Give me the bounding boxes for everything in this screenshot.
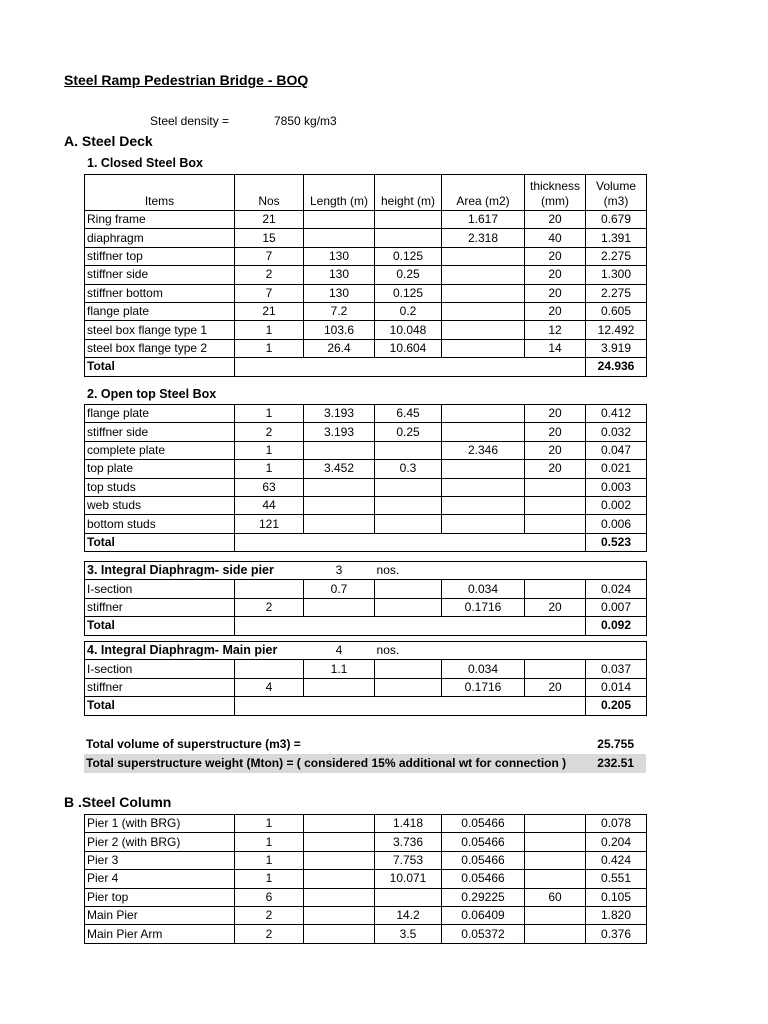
table-row	[85, 339, 647, 357]
cell-nos: 1	[235, 405, 304, 423]
cell-area	[442, 423, 525, 441]
section-b-title: B .Steel Column	[64, 794, 172, 810]
table-row	[85, 598, 647, 616]
open-top-steel-box-table	[84, 404, 647, 552]
header-thickness: thickness (mm)	[525, 175, 586, 211]
cell-length	[304, 888, 375, 906]
table-row	[85, 888, 647, 906]
table-row	[85, 660, 647, 678]
cell-height: 0.25	[375, 266, 442, 284]
cell-thickness	[525, 580, 586, 598]
cell-height: 0.125	[375, 247, 442, 265]
table-row	[85, 423, 647, 441]
cell-volume: 0.014	[586, 678, 647, 696]
cell-length: 0.7	[304, 580, 375, 598]
table-row	[85, 496, 647, 514]
cell-item: Main Pier Arm	[85, 925, 235, 943]
box4-count: 4	[304, 642, 375, 660]
table-row	[85, 515, 647, 533]
cell-thickness	[525, 815, 586, 833]
cell-length	[304, 851, 375, 869]
total-label: Total	[85, 533, 235, 551]
box3-count: 3	[304, 562, 375, 580]
cell-volume: 2.275	[586, 247, 647, 265]
cell-length: 130	[304, 247, 375, 265]
cell-length	[304, 211, 375, 229]
header-volume: Volume (m3)	[586, 175, 647, 211]
page-title: Steel Ramp Pedestrian Bridge - BOQ	[64, 72, 309, 88]
box1-title: 1. Closed Steel Box	[87, 156, 204, 170]
cell-thickness: 20	[525, 302, 586, 320]
cell-nos: 2	[235, 906, 304, 924]
table-row	[85, 906, 647, 924]
cell-height: 0.25	[375, 423, 442, 441]
box4-unit: nos.	[375, 642, 647, 660]
cell-volume: 0.605	[586, 302, 647, 320]
cell-volume: 1.300	[586, 266, 647, 284]
total-spacer	[235, 697, 586, 715]
cell-area	[442, 284, 525, 302]
cell-thickness	[525, 925, 586, 943]
density-value: 7850 kg/m3	[274, 114, 337, 128]
cell-volume: 12.492	[586, 321, 647, 339]
cell-thickness	[525, 496, 586, 514]
cell-height	[375, 478, 442, 496]
cell-volume: 0.037	[586, 660, 647, 678]
cell-length: 3.193	[304, 423, 375, 441]
header-height: height (m)	[375, 175, 442, 211]
cell-item: stiffner	[85, 678, 235, 696]
cell-thickness: 20	[525, 460, 586, 478]
cell-item: web studs	[85, 496, 235, 514]
cell-area: 0.034	[442, 660, 525, 678]
cell-thickness: 20	[525, 598, 586, 616]
cell-height: 0.2	[375, 302, 442, 320]
cell-area: 2.318	[442, 229, 525, 247]
cell-nos	[235, 580, 304, 598]
closed-steel-box-table	[84, 174, 647, 377]
cell-item: top plate	[85, 460, 235, 478]
cell-nos: 21	[235, 211, 304, 229]
box3-title-row	[85, 562, 647, 580]
total-value: 0.092	[586, 617, 647, 635]
density-label: Steel density =	[150, 114, 230, 128]
cell-item: stiffner top	[85, 247, 235, 265]
main-pier-diaphragm-table	[84, 641, 647, 716]
cell-volume: 2.275	[586, 284, 647, 302]
cell-volume: 0.003	[586, 478, 647, 496]
cell-volume: 0.007	[586, 598, 647, 616]
cell-length: 1.1	[304, 660, 375, 678]
cell-thickness: 20	[525, 284, 586, 302]
cell-nos: 4	[235, 678, 304, 696]
cell-nos: 63	[235, 478, 304, 496]
cell-area	[442, 515, 525, 533]
cell-volume: 0.002	[586, 496, 647, 514]
cell-nos: 7	[235, 247, 304, 265]
cell-nos: 1	[235, 870, 304, 888]
cell-thickness: 20	[525, 266, 586, 284]
total-row	[85, 697, 647, 715]
cell-nos: 1	[235, 339, 304, 357]
table-row	[85, 441, 647, 459]
cell-area: 0.05466	[442, 851, 525, 869]
cell-volume: 1.820	[586, 906, 647, 924]
header-nos: Nos	[235, 175, 304, 211]
cell-height	[375, 660, 442, 678]
cell-height	[375, 496, 442, 514]
cell-thickness	[525, 851, 586, 869]
cell-height	[375, 229, 442, 247]
cell-thickness: 20	[525, 441, 586, 459]
table-row	[85, 302, 647, 320]
total-value: 0.523	[586, 533, 647, 551]
cell-thickness: 40	[525, 229, 586, 247]
cell-nos: 2	[235, 266, 304, 284]
table-row	[85, 678, 647, 696]
table-row	[85, 833, 647, 851]
cell-volume: 0.105	[586, 888, 647, 906]
cell-length	[304, 515, 375, 533]
cell-nos: 6	[235, 888, 304, 906]
steel-column-table	[84, 814, 647, 944]
cell-nos: 1	[235, 815, 304, 833]
cell-length	[304, 478, 375, 496]
cell-thickness: 14	[525, 339, 586, 357]
cell-volume: 0.376	[586, 925, 647, 943]
cell-height: 10.071	[375, 870, 442, 888]
cell-length: 130	[304, 266, 375, 284]
cell-area: 0.05466	[442, 870, 525, 888]
cell-area: 0.05466	[442, 815, 525, 833]
cell-nos: 15	[235, 229, 304, 247]
cell-nos: 121	[235, 515, 304, 533]
cell-item: bottom studs	[85, 515, 235, 533]
cell-area: 2.346	[442, 441, 525, 459]
cell-area	[442, 496, 525, 514]
cell-height	[375, 888, 442, 906]
cell-thickness	[525, 870, 586, 888]
cell-area	[442, 339, 525, 357]
total-row	[85, 617, 647, 635]
cell-item: Pier 4	[85, 870, 235, 888]
cell-volume: 0.021	[586, 460, 647, 478]
cell-item: complete plate	[85, 441, 235, 459]
total-label: Total	[85, 358, 235, 376]
cell-nos: 7	[235, 284, 304, 302]
total-spacer	[235, 617, 586, 635]
total-value: 24.936	[586, 358, 647, 376]
cell-item: diaphragm	[85, 229, 235, 247]
table-row	[85, 405, 647, 423]
cell-item: steel box flange type 1	[85, 321, 235, 339]
box2-title: 2. Open top Steel Box	[87, 387, 217, 401]
cell-area	[442, 302, 525, 320]
cell-item: Pier top	[85, 888, 235, 906]
cell-item: top studs	[85, 478, 235, 496]
cell-length: 103.6	[304, 321, 375, 339]
cell-height	[375, 678, 442, 696]
cell-item: I-section	[85, 660, 235, 678]
table-row	[85, 815, 647, 833]
total-weight-label: Total superstructure weight (Mton) = ( considered 15% additional wt for connection )	[86, 756, 567, 770]
cell-thickness: 20	[525, 678, 586, 696]
cell-volume: 0.412	[586, 405, 647, 423]
cell-length	[304, 870, 375, 888]
table-row	[85, 247, 647, 265]
side-pier-diaphragm-table	[84, 561, 647, 636]
cell-area	[442, 478, 525, 496]
cell-item: stiffner bottom	[85, 284, 235, 302]
cell-nos: 1	[235, 460, 304, 478]
cell-area	[442, 321, 525, 339]
cell-volume: 0.679	[586, 211, 647, 229]
cell-item: Ring frame	[85, 211, 235, 229]
total-label: Total	[85, 617, 235, 635]
total-spacer	[235, 533, 586, 551]
cell-height: 6.45	[375, 405, 442, 423]
cell-height	[375, 211, 442, 229]
table-row	[85, 284, 647, 302]
cell-area	[442, 266, 525, 284]
cell-volume: 0.424	[586, 851, 647, 869]
cell-item: stiffner side	[85, 423, 235, 441]
cell-thickness: 60	[525, 888, 586, 906]
table-row	[85, 851, 647, 869]
cell-item: steel box flange type 2	[85, 339, 235, 357]
cell-area	[442, 460, 525, 478]
cell-item: flange plate	[85, 405, 235, 423]
cell-nos: 2	[235, 925, 304, 943]
total-row	[85, 533, 647, 551]
cell-area: 0.05372	[442, 925, 525, 943]
cell-height: 1.418	[375, 815, 442, 833]
box4-title: 4. Integral Diaphragm- Main pier	[85, 642, 304, 660]
table-row	[85, 580, 647, 598]
cell-item: stiffner	[85, 598, 235, 616]
table-row	[85, 478, 647, 496]
cell-height	[375, 515, 442, 533]
cell-area: 0.1716	[442, 678, 525, 696]
cell-length: 7.2	[304, 302, 375, 320]
cell-volume: 0.032	[586, 423, 647, 441]
cell-length	[304, 496, 375, 514]
cell-thickness: 20	[525, 211, 586, 229]
cell-area: 0.29225	[442, 888, 525, 906]
cell-area: 0.034	[442, 580, 525, 598]
cell-item: flange plate	[85, 302, 235, 320]
cell-item: stiffner side	[85, 266, 235, 284]
cell-length	[304, 833, 375, 851]
cell-nos: 2	[235, 423, 304, 441]
cell-area: 0.06409	[442, 906, 525, 924]
cell-length: 3.193	[304, 405, 375, 423]
total-volume-label: Total volume of superstructure (m3) =	[86, 737, 301, 751]
cell-nos: 1	[235, 441, 304, 459]
cell-nos: 1	[235, 321, 304, 339]
header-area: Area (m2)	[442, 175, 525, 211]
table-row	[85, 321, 647, 339]
table-header-row	[85, 175, 647, 211]
cell-item: Pier 3	[85, 851, 235, 869]
cell-volume: 3.919	[586, 339, 647, 357]
cell-volume: 0.047	[586, 441, 647, 459]
cell-thickness: 20	[525, 405, 586, 423]
cell-height: 10.048	[375, 321, 442, 339]
cell-area: 1.617	[442, 211, 525, 229]
cell-height: 10.604	[375, 339, 442, 357]
cell-nos: 21	[235, 302, 304, 320]
cell-length	[304, 815, 375, 833]
cell-item: I-section	[85, 580, 235, 598]
cell-length	[304, 229, 375, 247]
cell-area	[442, 247, 525, 265]
cell-height	[375, 580, 442, 598]
table-row	[85, 211, 647, 229]
cell-volume: 0.078	[586, 815, 647, 833]
cell-height: 14.2	[375, 906, 442, 924]
cell-thickness	[525, 906, 586, 924]
cell-volume: 1.391	[586, 229, 647, 247]
total-weight-row	[84, 754, 646, 773]
header-items: Items	[85, 175, 235, 211]
cell-item: Pier 2 (with BRG)	[85, 833, 235, 851]
total-row	[85, 358, 647, 376]
cell-nos	[235, 660, 304, 678]
table-row	[85, 925, 647, 943]
cell-area: 0.05466	[442, 833, 525, 851]
cell-thickness: 20	[525, 247, 586, 265]
box3-title: 3. Integral Diaphragm- side pier	[85, 562, 304, 580]
cell-height: 3.736	[375, 833, 442, 851]
cell-item: Pier 1 (with BRG)	[85, 815, 235, 833]
cell-thickness	[525, 478, 586, 496]
cell-length	[304, 906, 375, 924]
cell-volume: 0.551	[586, 870, 647, 888]
cell-nos: 1	[235, 851, 304, 869]
cell-volume: 0.006	[586, 515, 647, 533]
cell-thickness: 12	[525, 321, 586, 339]
cell-length	[304, 925, 375, 943]
total-spacer	[235, 358, 586, 376]
box3-unit: nos.	[375, 562, 647, 580]
cell-length	[304, 441, 375, 459]
cell-length: 3.452	[304, 460, 375, 478]
total-weight-value: 232.51	[597, 756, 634, 770]
cell-height	[375, 441, 442, 459]
cell-nos: 44	[235, 496, 304, 514]
cell-area	[442, 405, 525, 423]
table-row	[85, 870, 647, 888]
cell-height: 7.753	[375, 851, 442, 869]
cell-area: 0.1716	[442, 598, 525, 616]
cell-length	[304, 678, 375, 696]
cell-volume: 0.024	[586, 580, 647, 598]
cell-thickness: 20	[525, 423, 586, 441]
header-length: Length (m)	[304, 175, 375, 211]
box4-title-row	[85, 642, 647, 660]
cell-nos: 2	[235, 598, 304, 616]
table-row	[85, 229, 647, 247]
table-row	[85, 266, 647, 284]
cell-length: 26.4	[304, 339, 375, 357]
cell-item: Main Pier	[85, 906, 235, 924]
cell-thickness	[525, 833, 586, 851]
total-volume-value: 25.755	[597, 737, 634, 751]
cell-length: 130	[304, 284, 375, 302]
cell-thickness	[525, 660, 586, 678]
cell-thickness	[525, 515, 586, 533]
cell-height: 0.125	[375, 284, 442, 302]
total-value: 0.205	[586, 697, 647, 715]
cell-height: 3.5	[375, 925, 442, 943]
cell-height	[375, 598, 442, 616]
cell-volume: 0.204	[586, 833, 647, 851]
cell-height: 0.3	[375, 460, 442, 478]
cell-nos: 1	[235, 833, 304, 851]
section-a-title: A. Steel Deck	[64, 133, 153, 149]
total-label: Total	[85, 697, 235, 715]
table-row	[85, 460, 647, 478]
cell-length	[304, 598, 375, 616]
total-volume-row	[84, 735, 646, 754]
